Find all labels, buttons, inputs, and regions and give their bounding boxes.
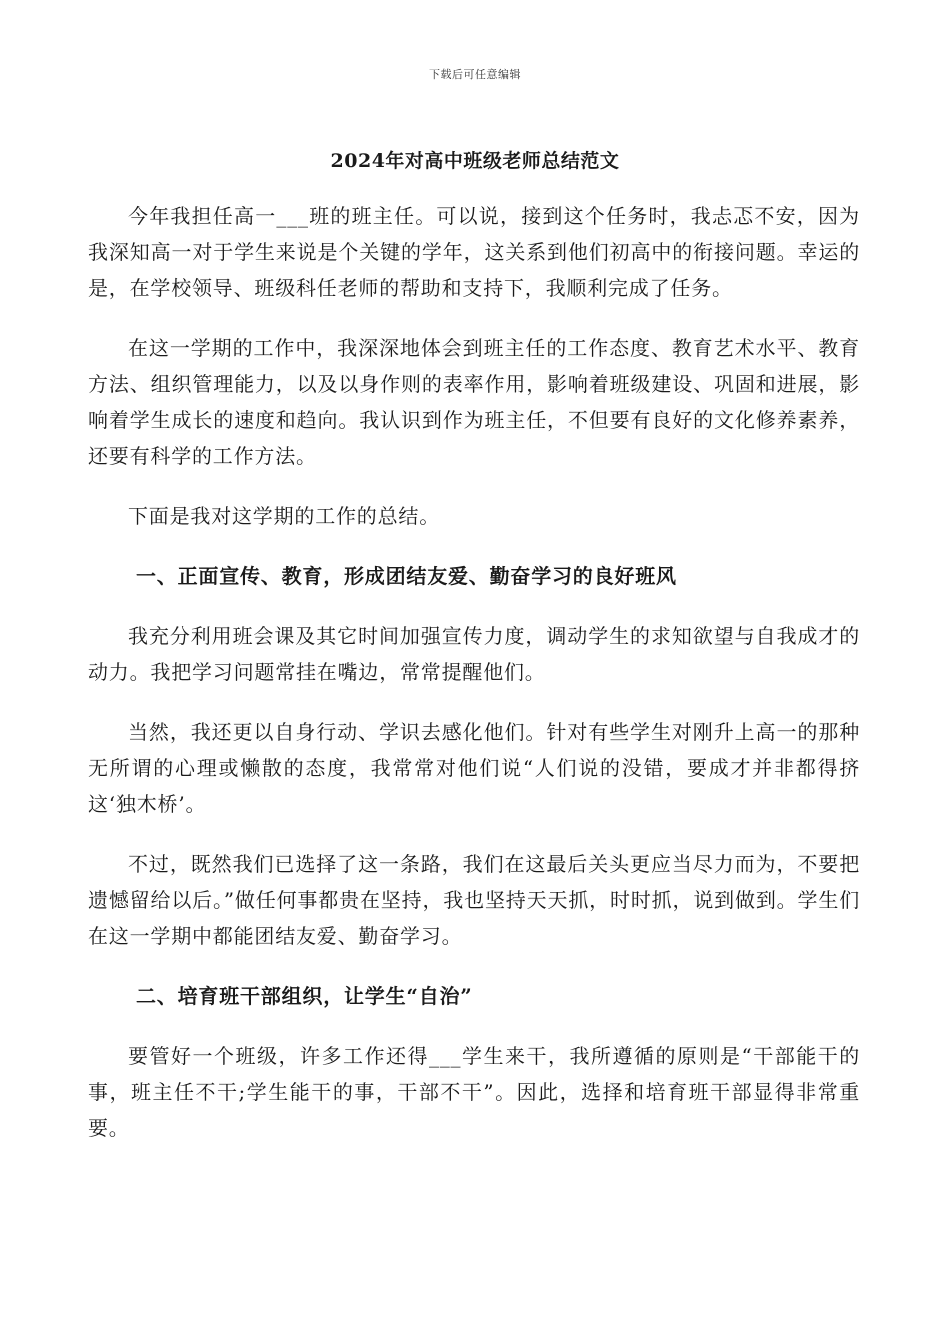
paragraph: 在这一学期的工作中，我深深地体会到班主任的工作态度、教育艺术水平、教育方法、组织管理能力，以及以身作则的表率作用，影响着班级建设、巩固和进展，影响着学生成长的速度和趋向。我认识到作为班主任，不但要有良好的文化修养素养，还要有科学的工作方法。	[88, 336, 860, 468]
paragraph: 今年我担任高一___班的班主任。可以说，接到这个任务时，我忐忑不安，因为我深知高一对于学生来说是个关键的学年，这关系到他们初高中的衔接问题。幸运的是，在学校领导、班级科任老师的帮助和支持下，我顺利完成了任务。	[88, 204, 860, 300]
paragraph: 要管好一个班级，许多工作还得___学生来干，我所遵循的原则是“干部能干的事，班主任不干;学生能干的事，干部不干”。因此，选择和培育班干部显得非常重要。	[88, 1044, 860, 1140]
paragraph: 我充分利用班会课及其它时间加强宣传力度，调动学生的求知欲望与自我成才的动力。我把学习问题常挂在嘴边，常常提醒他们。	[88, 624, 860, 684]
section-heading: 一、正面宣传、教育，形成团结友爱、勤奋学习的良好班风	[136, 564, 677, 588]
paragraph: 不过，既然我们已选择了这一条路，我们在这最后关头更应当尽力而为，不要把遗憾留给以后。”做任何事都贵在坚持，我也坚持天天抓，时时抓，说到做到。学生们在这一学期中都能团结友爱、勤奋学习。	[88, 852, 860, 948]
paragraph: 下面是我对这学期的工作的总结。	[128, 504, 440, 528]
paragraph: 当然，我还更以自身行动、学识去感化他们。针对有些学生对刚升上高一的那种无所谓的心理或懒散的态度，我常常对他们说“人们说的没错，要成才并非都得挤这‘独木桥’。	[88, 720, 860, 816]
document-body	[88, 198, 860, 1170]
section-heading: 二、培育班干部组织，让学生“自治”	[136, 984, 473, 1008]
header-note: 下载后可任意编辑	[429, 68, 521, 81]
page-title: 2024年对高中班级老师总结范文	[330, 150, 620, 172]
